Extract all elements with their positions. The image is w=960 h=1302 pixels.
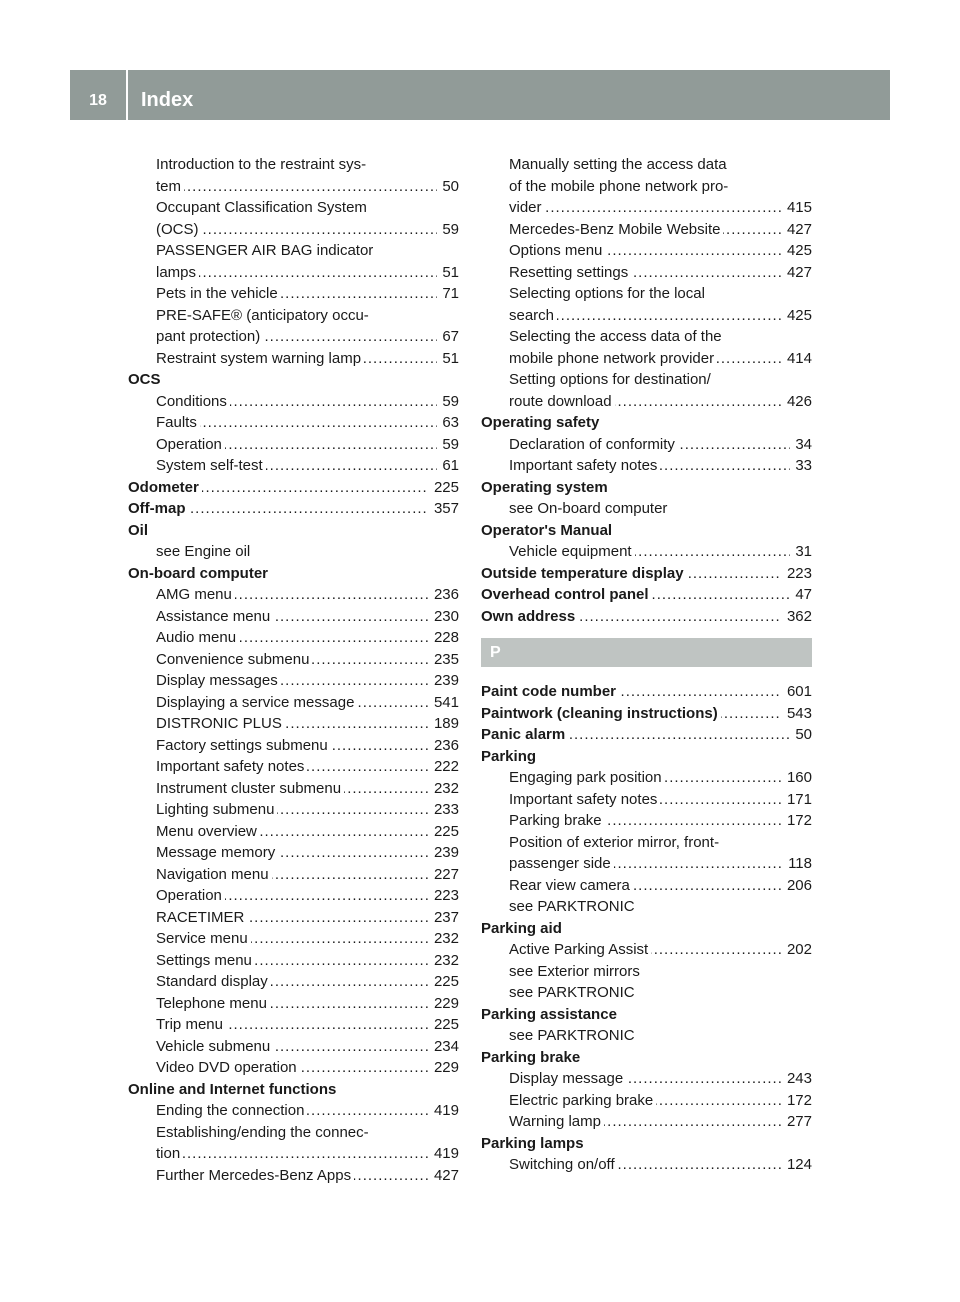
index-subentry [481,391,812,413]
entry-text: Conditions [156,393,230,410]
entry-page-number: 51 [437,348,459,370]
entry-text: Lighting submenu [156,801,277,818]
entry-page-number: 50 [790,724,812,746]
entry-page-number: 236 [429,584,459,606]
entry-text: Navigation menu [156,866,272,883]
entry-page-number: 206 [782,875,812,897]
index-subentry [481,176,812,198]
index-subentry [481,305,812,327]
entry-text: Faults [156,414,200,431]
entry-page-number: 229 [429,1057,459,1079]
entry-page-number: 124 [782,1154,812,1176]
index-subentry [128,842,459,864]
entry-text: of the mobile phone network pro- [509,178,731,195]
entry-text: Own address [481,608,578,625]
index-subentry [481,1068,812,1090]
entry-text: Establishing/ending the connec- [156,1124,372,1141]
index-subentry [481,498,812,520]
index-column-right [481,154,812,1176]
entry-page-number: 225 [429,971,459,993]
index-subentry [128,1014,459,1036]
entry-page-number: 277 [782,1111,812,1133]
index-subentry [481,348,812,370]
entry-page-number: 172 [782,810,812,832]
index-entry [128,498,459,520]
entry-text: search [509,307,557,324]
entry-text: tion [156,1145,183,1162]
index-subentry [481,154,812,176]
index-subentry [128,434,459,456]
entry-text: Vehicle submenu [156,1038,273,1055]
entry-page-number: 541 [429,692,459,714]
entry-text: Electric parking brake [509,1092,656,1109]
entry-page-number: 243 [782,1068,812,1090]
index-subentry [128,412,459,434]
entry-text: Operating safety [481,414,602,431]
index-subentry [481,1025,812,1047]
index-entry [481,584,812,606]
entry-text: Occupant Classification System [156,199,370,216]
entry-text: Declaration of conformity [509,436,678,453]
entry-text: Odometer [128,479,202,496]
index-subentry [128,391,459,413]
index-column-left [128,154,459,1186]
entry-page-number: 425 [782,240,812,262]
entry-text: lamps [156,264,199,281]
index-subentry [481,1154,812,1176]
index-subentry [128,584,459,606]
entry-page-number: 31 [790,541,812,563]
entry-page-number: 425 [782,305,812,327]
entry-text: Standard display [156,973,271,990]
entry-text: Parking aid [481,920,565,937]
entry-text: Overhead control panel [481,586,652,603]
entry-page-number: 63 [437,412,459,434]
entry-page-number: 415 [782,197,812,219]
entry-page-number: 222 [429,756,459,778]
entry-text: Display messages [156,672,281,689]
entry-text: Operating system [481,479,611,496]
entry-text: Panic alarm [481,726,568,743]
index-subentry [128,541,459,563]
entry-text: Vehicle equipment [509,543,635,560]
index-subentry [128,1100,459,1122]
entry-text: (OCS) [156,221,202,238]
entry-page-number: 160 [782,767,812,789]
index-subentry [128,864,459,886]
entry-text: route download [509,393,615,410]
index-subentry [481,283,812,305]
entry-text: pant protection) [156,328,263,345]
entry-page-number: 419 [429,1100,459,1122]
page-title: Index [141,89,194,111]
entry-text: Audio menu [156,629,239,646]
entry-text: tem [156,178,184,195]
entry-page-number: 234 [429,1036,459,1058]
entry-text: Engaging park position [509,769,665,786]
index-entry [481,477,812,499]
index-entry [481,918,812,940]
entry-page-number: 239 [429,842,459,864]
index-entry [481,606,812,628]
index-entry [481,520,812,542]
entry-text: Operation [156,436,225,453]
entry-page-number: 232 [429,928,459,950]
entry-page-number: 229 [429,993,459,1015]
index-subentry [481,455,812,477]
entry-text: Ending the connection [156,1102,307,1119]
index-subentry [481,262,812,284]
index-subentry [128,713,459,735]
entry-text: Operation [156,887,225,904]
entry-page-number: 225 [429,477,459,499]
entry-text: System self-test [156,457,266,474]
entry-page-number: 67 [437,326,459,348]
entry-text: Message memory [156,844,278,861]
entry-page-number: 50 [437,176,459,198]
index-entry [481,703,812,725]
index-subentry [481,939,812,961]
index-subentry [128,1036,459,1058]
entry-text: DISTRONIC PLUS [156,715,285,732]
index-subentry [481,1111,812,1133]
entry-page-number: 223 [782,563,812,585]
index-subentry [481,434,812,456]
index-subentry [128,326,459,348]
index-subentry [128,1165,459,1187]
index-subentry [481,853,812,875]
entry-text: Introduction to the restraint sys- [156,156,369,173]
entry-page-number: 223 [429,885,459,907]
entry-text: Oil [128,522,151,539]
entry-page-number: 34 [790,434,812,456]
entry-text: passenger side [509,855,614,872]
entry-page-number: 419 [429,1143,459,1165]
entry-text: Paintwork (cleaning instructions) [481,705,721,722]
entry-text: Resetting settings [509,264,631,281]
index-subentry [481,982,812,1004]
index-entry [128,563,459,585]
entry-page-number: 427 [782,219,812,241]
entry-text: Instrument cluster submenu [156,780,344,797]
index-entry [128,1079,459,1101]
entry-page-number: 189 [429,713,459,735]
entry-text: Important safety notes [509,457,660,474]
entry-text: Selecting the access data of the [509,328,725,345]
index-subentry [128,821,459,843]
entry-page-number: 543 [782,703,812,725]
index-subentry [128,455,459,477]
index-subentry [481,961,812,983]
entry-text: Position of exterior mirror, front- [509,834,722,851]
index-subentry [128,735,459,757]
index-subentry [128,154,459,176]
entry-text: Further Mercedes-Benz Apps [156,1167,354,1184]
entry-page-number: 47 [790,584,812,606]
index-entry [481,1047,812,1069]
entry-page-number: 357 [429,498,459,520]
entry-page-number: 59 [437,391,459,413]
entry-page-number: 236 [429,735,459,757]
entry-page-number: 172 [782,1090,812,1112]
entry-text: OCS [128,371,164,388]
entry-text: Outside temperature display [481,565,687,582]
entry-page-number: 171 [782,789,812,811]
entry-text: mobile phone network provider [509,350,717,367]
index-subentry [481,541,812,563]
entry-text: Video DVD operation [156,1059,300,1076]
index-subentry [481,219,812,241]
entry-text: Switching on/off [509,1156,618,1173]
entry-text: Settings menu [156,952,255,969]
index-subentry [128,627,459,649]
entry-text: Parking assistance [481,1006,620,1023]
entry-text: vider [509,199,545,216]
index-subentry [128,197,459,219]
entry-page-number: 230 [429,606,459,628]
index-entry [481,1133,812,1155]
entry-text: Pets in the vehicle [156,285,281,302]
index-subentry [128,756,459,778]
index-subentry [128,928,459,950]
index-subentry [128,606,459,628]
entry-text: Parking [481,748,539,765]
index-subentry [128,262,459,284]
section-heading: P [481,638,812,667]
entry-page-number: 237 [429,907,459,929]
index-subentry [481,1090,812,1112]
index-subentry [481,369,812,391]
entry-page-number: 225 [429,821,459,843]
entry-text: Displaying a service message [156,694,357,711]
index-entry [481,1004,812,1026]
entry-text: Factory settings submenu [156,737,331,754]
entry-page-number: 232 [429,778,459,800]
entry-text: Important safety notes [509,791,660,808]
index-entry [481,681,812,703]
index-entry [481,746,812,768]
index-entry [481,724,812,746]
page-number: 18 [89,92,107,109]
entry-text: Setting options for destination/ [509,371,714,388]
entry-text: Mercedes-Benz Mobile Website [509,221,723,238]
entry-text: RACETIMER [156,909,247,926]
entry-text: Warning lamp [509,1113,604,1130]
index-subentry [128,649,459,671]
index-subentry [128,692,459,714]
entry-page-number: 51 [437,262,459,284]
entry-text: Parking brake [481,1049,583,1066]
entry-page-number: 426 [782,391,812,413]
index-subentry [128,283,459,305]
header-divider [126,70,128,120]
entry-page-number: 33 [790,455,812,477]
entry-text: see Engine oil [156,543,253,560]
entry-text: PASSENGER AIR BAG indicator [156,242,376,259]
entry-page-number: 235 [429,649,459,671]
entry-page-number: 59 [437,434,459,456]
entry-text: Service menu [156,930,251,947]
index-entry [481,563,812,585]
entry-text: Paint code number [481,683,619,700]
entry-text: Assistance menu [156,608,273,625]
entry-page-number: 228 [429,627,459,649]
index-subentry [481,810,812,832]
entry-text: see On-board computer [509,500,670,517]
entry-text: Telephone menu [156,995,270,1012]
index-subentry [481,896,812,918]
entry-text: Restraint system warning lamp [156,350,364,367]
entry-page-number: 233 [429,799,459,821]
entry-text: AMG menu [156,586,235,603]
index-entry [481,412,812,434]
index-subentry [128,670,459,692]
index-subentry [128,348,459,370]
entry-text: see Exterior mirrors [509,963,643,980]
index-subentry [128,1143,459,1165]
entry-text: Manually setting the access data [509,156,730,173]
index-subentry [128,305,459,327]
index-subentry [128,240,459,262]
entry-page-number: 118 [783,853,812,875]
entry-text: Options menu [509,242,605,259]
entry-text: Operator's Manual [481,522,615,539]
index-subentry [128,778,459,800]
entry-text: see PARKTRONIC [509,1027,638,1044]
entry-text: see PARKTRONIC [509,898,638,915]
index-subentry [128,219,459,241]
index-subentry [481,875,812,897]
entry-text: Trip menu [156,1016,226,1033]
index-subentry [128,993,459,1015]
index-subentry [128,176,459,198]
index-subentry [128,1122,459,1144]
entry-text: Parking brake [509,812,605,829]
entry-text: On-board computer [128,565,271,582]
index-subentry [481,240,812,262]
entry-text: Rear view camera [509,877,633,894]
entry-page-number: 227 [429,864,459,886]
entry-page-number: 202 [782,939,812,961]
entry-page-number: 232 [429,950,459,972]
entry-page-number: 71 [437,283,459,305]
entry-text: see PARKTRONIC [509,984,638,1001]
entry-page-number: 225 [429,1014,459,1036]
index-subentry [128,971,459,993]
index-subentry [481,326,812,348]
entry-text: Menu overview [156,823,260,840]
entry-text: Parking lamps [481,1135,587,1152]
index-entry [128,477,459,499]
entry-page-number: 601 [782,681,812,703]
entry-page-number: 427 [429,1165,459,1187]
index-subentry [128,950,459,972]
index-subentry [128,907,459,929]
index-subentry [481,789,812,811]
entry-text: Convenience submenu [156,651,312,668]
entry-text: Off-map [128,500,189,517]
entry-text: Online and Internet functions [128,1081,339,1098]
entry-page-number: 61 [437,455,459,477]
index-entry [128,369,459,391]
index-entry [128,520,459,542]
entry-text: Important safety notes [156,758,307,775]
entry-page-number: 414 [782,348,812,370]
page-header [70,70,890,120]
entry-page-number: 59 [437,219,459,241]
entry-text: Display message [509,1070,626,1087]
index-subentry [128,1057,459,1079]
index-subentry [481,767,812,789]
index-subentry [128,885,459,907]
entry-page-number: 362 [782,606,812,628]
entry-page-number: 239 [429,670,459,692]
index-subentry [128,799,459,821]
entry-text: Active Parking Assist [509,941,651,958]
index-subentry [481,832,812,854]
entry-text: Selecting options for the local [509,285,708,302]
entry-page-number: 427 [782,262,812,284]
entry-text: PRE-SAFE® (anticipatory occu- [156,307,372,324]
index-subentry [481,197,812,219]
